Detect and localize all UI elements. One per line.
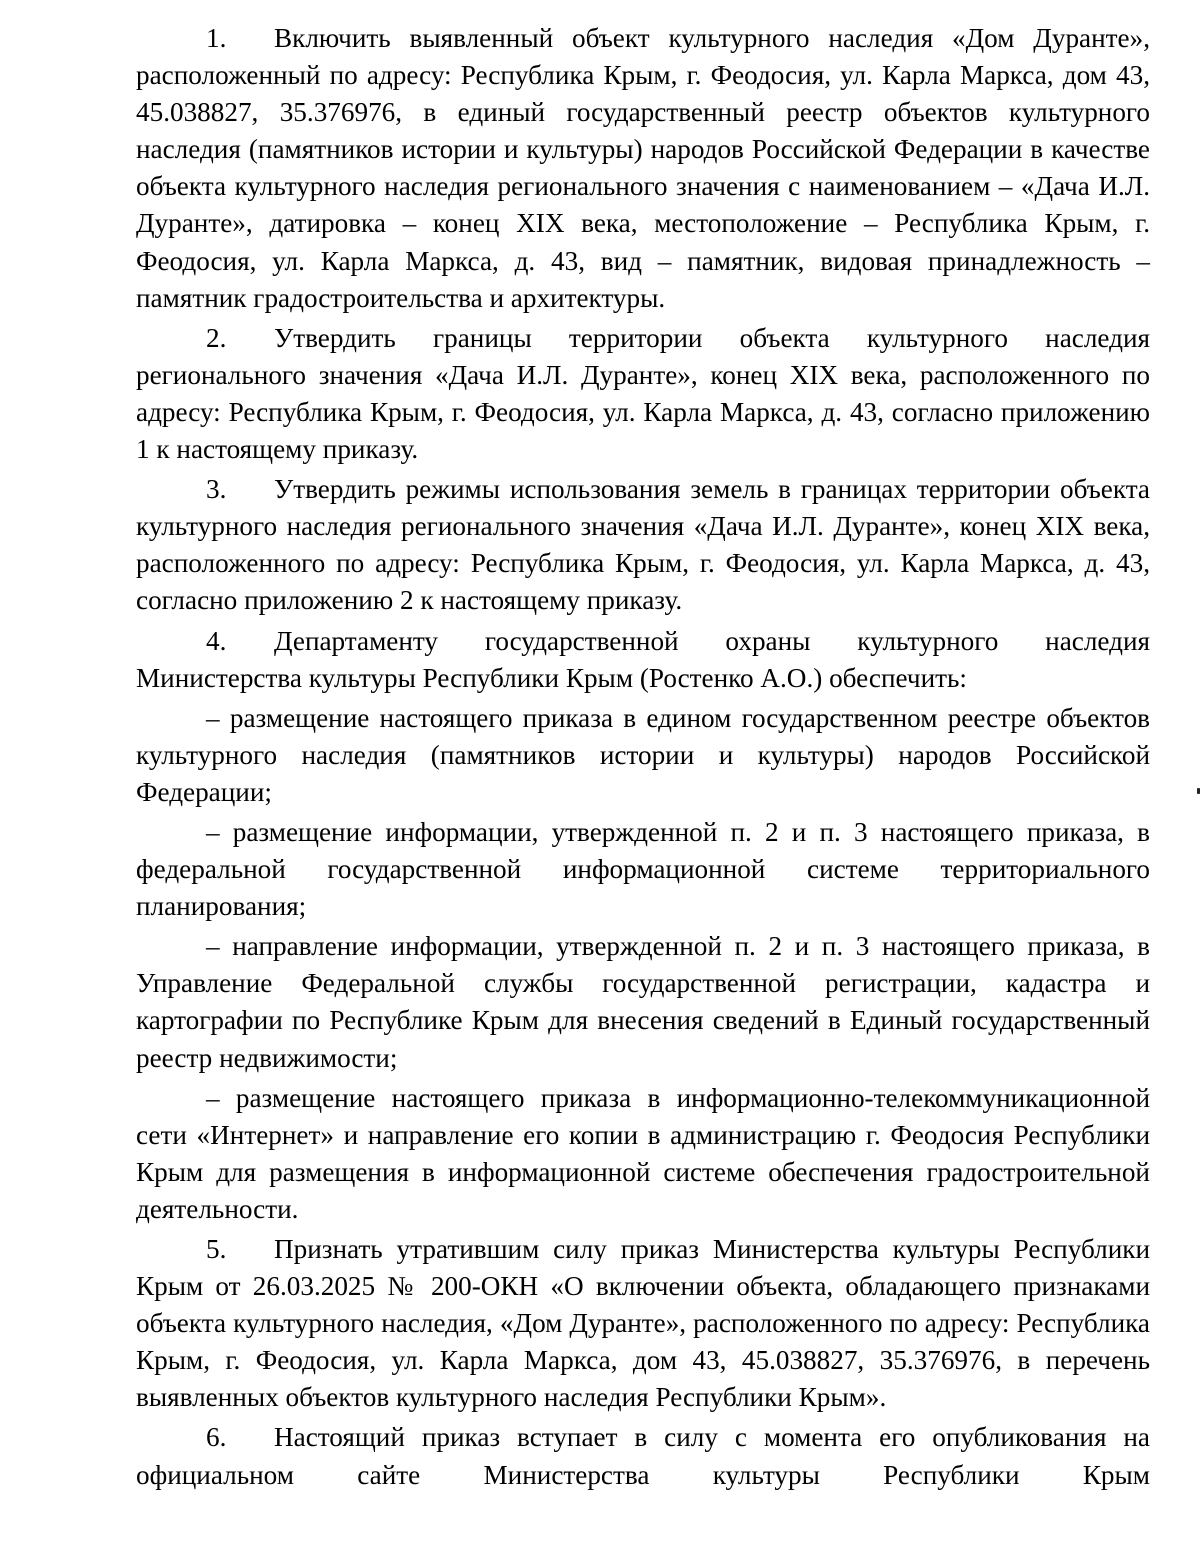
item-number: 6. [206, 1422, 227, 1453]
order-item-1 [136, 20, 1150, 317]
item-number: 1. [206, 23, 227, 53]
item-text: Признать утратившим силу приказ Министерства культуры Республики Крым от 26.03.2025 № 200-ОКН «О включении объекта, обладающего признаками объекта культурного наследия, «Дом Дуранте», расположенного по адресу: Республика Крым, г. Феодосия, ул. Карла Маркса, дом 43, 45.038827, 35.376976, в перечень выявленных объектов культурного наследия Республики Крым». [136, 1234, 1150, 1413]
item-number: 5. [206, 1234, 227, 1264]
item-text: Настоящий приказ вступает в силу с момента его опубликования на официальном сайте Министерства культуры Республики Крым [136, 1422, 1150, 1490]
bullet-item-3: – направление информации, утвержденной п. 2 и п. 3 настоящего приказа, в Управление Федеральной службы государственной регистрации, кадастра и картографии по Республике Крым для внесения сведений в Единый государственный реестр недвижимости; [136, 931, 1150, 1073]
item-text: Департаменту государственной охраны культурного наследия Министерства культуры Республики Крым (Ростенко А.О.) обеспечить: [136, 625, 1150, 693]
item-number: 3. [206, 474, 227, 505]
bullet-item-4: – размещение настоящего приказа в информационно-телекоммуникационной сети «Интернет» и направление его копии в администрацию г. Феодосия Республики Крым для размещения в информационной системе обеспечения градостроительной деятельности. [136, 1082, 1150, 1224]
document-body [136, 20, 1150, 1494]
item-text: Включить выявленный объект культурного наследия «Дом Дуранте», расположенный по адресу: Республика Крым, г. Феодосия, ул. Карла Маркса, дом 43, 45.038827, 35.376976, в единый государственный реестр объектов культурного наследия (памятников истории и культуры) народов Российской Федерации в качестве объекта культурного наследия регионального значения с наименованием – «Дача И.Л. Дуранте», датировка – конец XIX века, местоположение – Республика Крым, г. Феодосия, ул. Карла Маркса, д. 43, вид – памятник, видовая принадлежность – памятник градостроительства и архитектуры. [136, 23, 1150, 313]
item-number: 2. [206, 322, 227, 353]
item-text: Утвердить границы территории объекта культурного наследия регионального значения «Дача И.Л. Дуранте», конец XIX века, расположенного по адресу: Республика Крым, г. Феодосия, ул. Карла Маркса, д. 43, согласно приложению 1 к настоящему приказу. [136, 322, 1150, 465]
order-item-6 [136, 1419, 1150, 1493]
order-item-3 [136, 471, 1150, 619]
order-item-4 [136, 623, 1150, 697]
order-item-5 [136, 1231, 1150, 1416]
item-number: 4. [206, 625, 227, 656]
bullet-item-1: – размещение настоящего приказа в едином государственном реестре объектов культурного наследия (памятников истории и культуры) народов Российской Федерации; [136, 702, 1150, 807]
order-item-2 [136, 320, 1150, 468]
bullet-item-2: – размещение информации, утвержденной п. 2 и п. 3 настоящего приказа, в федеральной государственной информационной системе территориального планирования; [136, 816, 1150, 922]
item-text: Утвердить режимы использования земель в границах территории объекта культурного наследия регионального значения «Дача И.Л. Дуранте», конец XIX века, расположенного по адресу: Республика Крым, г. Феодосия, ул. Карла Маркса, д. 43, согласно приложению 2 к настоящему приказу. [136, 474, 1150, 616]
